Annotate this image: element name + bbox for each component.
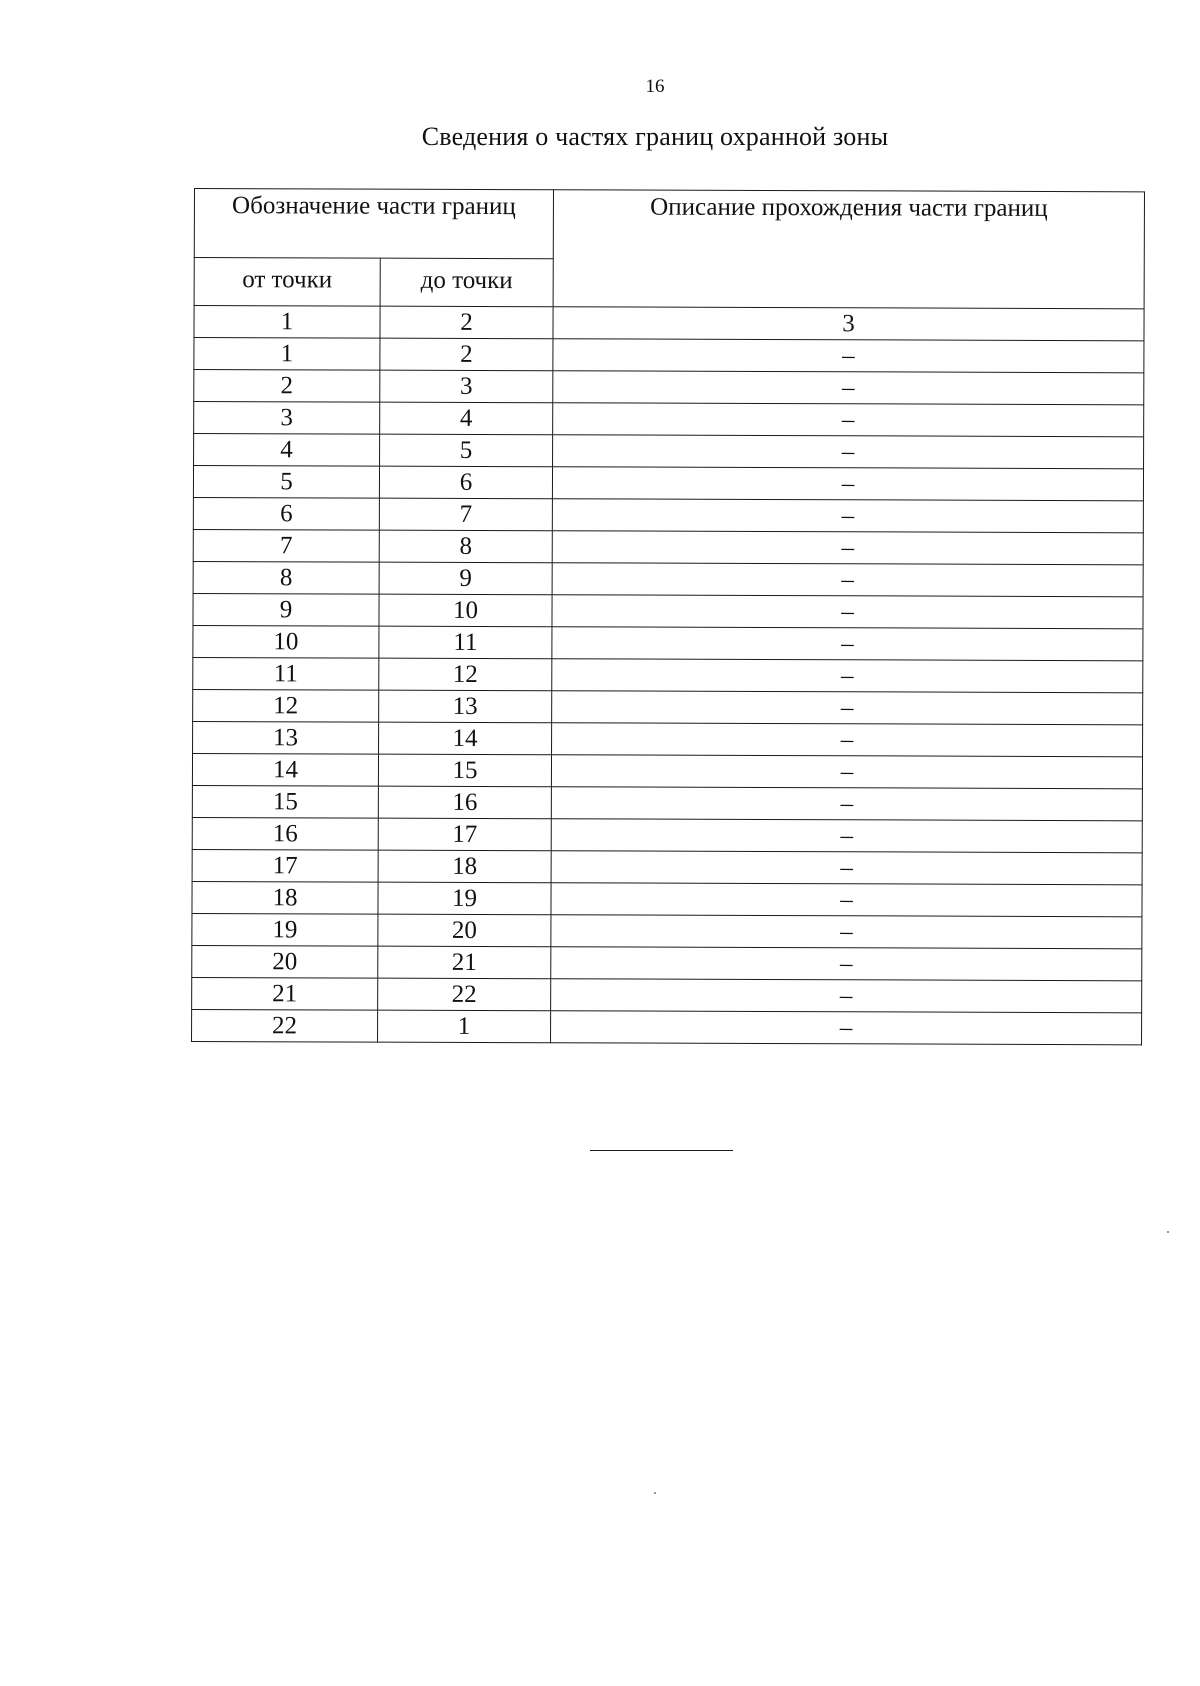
table-row: [193, 689, 1143, 724]
table-row: [192, 817, 1142, 852]
from-point-cell: 2: [194, 370, 380, 403]
to-point-cell: 22: [378, 978, 551, 1011]
column-index-cell: 2: [380, 306, 553, 339]
to-point-cell: 2: [380, 338, 553, 371]
boundary-parts-table: [191, 188, 1145, 1045]
table-row: [192, 977, 1142, 1012]
to-point-cell: 11: [379, 626, 552, 659]
description-cell: –: [551, 755, 1142, 789]
to-point-cell: 8: [379, 530, 552, 563]
table-row: [192, 753, 1142, 788]
description-cell: –: [551, 787, 1142, 821]
table-row: [193, 657, 1143, 692]
description-cell: –: [553, 339, 1144, 373]
from-point-cell: 11: [193, 657, 379, 690]
to-point-cell: 4: [380, 402, 553, 435]
from-point-cell: 15: [192, 785, 378, 818]
description-cell: –: [553, 371, 1144, 405]
table-row: [194, 338, 1144, 373]
scan-speck: [1167, 1231, 1169, 1233]
to-point-cell: 15: [378, 754, 551, 787]
to-point-cell: 10: [379, 594, 552, 627]
table-row: [194, 402, 1144, 437]
to-point-cell: 3: [380, 370, 553, 403]
table-row: [193, 529, 1143, 564]
scan-speck: [654, 1492, 656, 1494]
to-point-cell: 12: [379, 658, 552, 691]
from-point-cell: 17: [192, 849, 378, 882]
to-point-cell: 1: [378, 1010, 551, 1043]
description-cell: –: [552, 691, 1143, 725]
description-cell: –: [552, 563, 1143, 597]
to-point-cell: 18: [378, 850, 551, 883]
table-row: [193, 625, 1143, 660]
from-point-cell: 8: [193, 561, 379, 594]
from-point-cell: 12: [193, 689, 379, 722]
to-point-cell: 7: [379, 498, 552, 531]
description-cell: –: [552, 627, 1143, 661]
table-row: [192, 1009, 1142, 1044]
table-row: [193, 593, 1143, 628]
to-point-cell: 14: [379, 722, 552, 755]
table-row: [194, 434, 1144, 469]
from-point-cell: 19: [192, 913, 378, 946]
from-point-cell: 1: [194, 338, 380, 371]
from-point-cell: 21: [192, 977, 378, 1010]
header-boundary-designation: Обозначение части границ: [194, 189, 553, 259]
from-point-cell: 22: [192, 1009, 378, 1042]
description-cell: –: [552, 499, 1143, 533]
table-row: [193, 466, 1143, 501]
from-point-cell: 9: [193, 593, 379, 626]
description-cell: –: [551, 883, 1142, 917]
column-index-row: [194, 306, 1144, 341]
table-row: [193, 721, 1143, 756]
description-cell: –: [553, 403, 1144, 437]
header-row: [194, 189, 1144, 261]
from-point-cell: 14: [192, 753, 378, 786]
to-point-cell: 19: [378, 882, 551, 915]
table-row: [192, 785, 1142, 820]
table-row: [193, 497, 1143, 532]
description-cell: –: [551, 947, 1142, 981]
to-point-cell: 20: [378, 914, 551, 947]
description-cell: –: [551, 915, 1142, 949]
from-point-cell: 5: [193, 466, 379, 499]
description-cell: –: [552, 531, 1143, 565]
column-index-cell: 3: [553, 307, 1144, 341]
table-row: [192, 945, 1142, 980]
from-point-cell: 10: [193, 625, 379, 658]
description-cell: –: [552, 723, 1143, 757]
table-row: [192, 913, 1142, 948]
description-cell: –: [552, 659, 1143, 693]
page-number: 16: [645, 76, 665, 97]
header-from-point: от точки: [194, 258, 380, 307]
to-point-cell: 6: [379, 466, 552, 499]
table-row: [193, 561, 1143, 596]
to-point-cell: 9: [379, 562, 552, 595]
to-point-cell: 21: [378, 946, 551, 979]
header-to-point: до точки: [380, 258, 553, 307]
description-cell: –: [551, 819, 1142, 853]
to-point-cell: 13: [379, 690, 552, 723]
description-cell: –: [551, 979, 1142, 1013]
description-cell: –: [552, 595, 1143, 629]
description-cell: –: [553, 435, 1144, 469]
column-index-cell: 1: [194, 306, 380, 339]
header-boundary-description: Описание прохождения части границ: [553, 190, 1144, 309]
description-cell: –: [551, 1011, 1142, 1045]
document-title: Сведения о частях границ охранной зоны: [421, 122, 889, 151]
description-cell: –: [552, 467, 1143, 501]
from-point-cell: 13: [193, 721, 379, 754]
table-body: [192, 189, 1145, 1045]
from-point-cell: 7: [193, 529, 379, 562]
from-point-cell: 18: [192, 881, 378, 914]
table-row: [192, 881, 1142, 916]
to-point-cell: 17: [378, 818, 551, 851]
from-point-cell: 6: [193, 497, 379, 530]
table-row: [194, 370, 1144, 405]
end-of-table-rule: [590, 1150, 733, 1151]
description-cell: –: [551, 851, 1142, 885]
to-point-cell: 5: [380, 434, 553, 467]
to-point-cell: 16: [378, 786, 551, 819]
from-point-cell: 16: [192, 817, 378, 850]
table-row: [192, 849, 1142, 884]
from-point-cell: 4: [194, 434, 380, 467]
from-point-cell: 3: [194, 402, 380, 435]
from-point-cell: 20: [192, 945, 378, 978]
